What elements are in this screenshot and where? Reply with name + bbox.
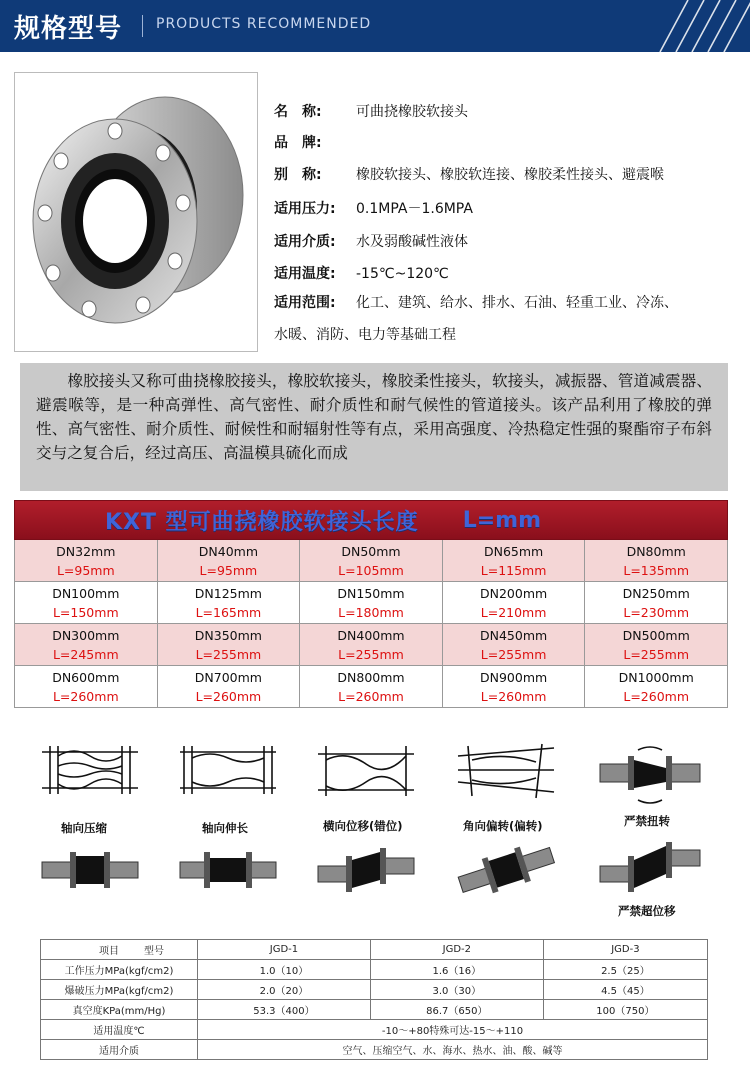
length-table <box>14 500 728 708</box>
description-text: 橡胶接头又称可曲挠橡胶接头，橡胶软接头，橡胶柔性接头，软接头，减振器、管道减震器、避震喉等，是一种高弹性、高气密性、耐介质性和耐气候性的管道接头。该产品利用了橡胶的弹性、高气密性、耐介质性、耐候性和耐辐射性等有点，采用高强度、冷热稳定性强的聚酯帘子布斜交与之复合后，经过高压、高温模具硫化而成 <box>36 372 712 462</box>
length-table-title: KXT 型可曲挠橡胶软接头长度 <box>105 509 419 535</box>
section-subtitle: PRODUCTS RECOMMENDED <box>156 16 372 32</box>
angular-deflection-shaded-icon <box>456 838 556 900</box>
length-cell: DN32mm L=95mm <box>15 540 158 582</box>
parameter-table <box>40 939 708 1060</box>
spec-application-cont: 水暖、消防、电力等基础工程 <box>274 327 456 343</box>
header-divider <box>142 15 143 37</box>
length-cell: DN125mm L=165mm <box>158 582 301 624</box>
no-over-displacement-shaded-icon <box>598 840 702 896</box>
length-cell: DN300mm L=245mm <box>15 624 158 666</box>
length-cell: DN600mm L=260mm <box>15 666 158 708</box>
length-cell: DN1000mm L=260mm <box>585 666 728 708</box>
spec-application: 适用范围: 化工、建筑、给水、排水、石油、轻重工业、冷冻、 <box>274 295 678 311</box>
length-cell: DN450mm L=255mm <box>443 624 586 666</box>
length-cell: DN400mm L=255mm <box>300 624 443 666</box>
spec-pressure: 适用压力: 0.1MPA－1.6MPA <box>274 201 473 217</box>
lateral-offset-diagram <box>316 742 416 802</box>
spec-brand: 品 牌: <box>274 135 322 151</box>
length-cell: DN50mm L=105mm <box>300 540 443 582</box>
length-cell: DN150mm L=180mm <box>300 582 443 624</box>
spec-temperature: 适用温度: -15℃~120℃ <box>274 266 449 282</box>
length-table-header <box>14 500 728 540</box>
spec-medium: 适用介质: 水及弱酸碱性液体 <box>274 234 468 250</box>
section-title: 规格型号 <box>14 14 123 44</box>
length-cell: DN800mm L=260mm <box>300 666 443 708</box>
product-image <box>14 72 258 352</box>
length-cell: DN40mm L=95mm <box>158 540 301 582</box>
length-cell: DN100mm L=150mm <box>15 582 158 624</box>
length-cell: DN500mm L=255mm <box>585 624 728 666</box>
axial-compression-shaded-icon <box>40 844 140 896</box>
label-no-over-displacement: 严禁超位移 <box>618 904 676 918</box>
label-axial-compression: 轴向压缩 <box>61 821 107 835</box>
length-cell: DN80mm L=135mm <box>585 540 728 582</box>
axial-extension-diagram <box>178 742 278 802</box>
spec-alias: 别 称: 橡胶软接头、橡胶软连接、橡胶柔性接头、避震喉 <box>274 167 664 183</box>
length-grid <box>14 540 728 708</box>
label-no-torsion: 严禁扭转 <box>624 814 670 828</box>
description-box <box>20 363 728 491</box>
table-row: 爆破压力MPa(kgf/cm2) 2.0（20） 3.0（30） 4.5（45） <box>41 980 708 1000</box>
axial-compression-diagram <box>40 742 140 802</box>
label-axial-extension: 轴向伸长 <box>202 821 248 835</box>
length-cell: DN900mm L=260mm <box>443 666 586 708</box>
length-table-unit: L=mm <box>462 507 541 533</box>
angular-deflection-diagram <box>456 742 556 802</box>
axial-extension-shaded-icon <box>178 844 278 896</box>
table-row: 工作压力MPa(kgf/cm2) 1.0（10） 1.6（16） 2.5（25） <box>41 960 708 980</box>
header-stripes-decoration <box>630 0 750 52</box>
table-row: 项目 型号 JGD-1 JGD-2 JGD-3 <box>41 940 708 960</box>
table-row: 适用温度℃ -10～+80特殊可达-15～+110 <box>41 1020 708 1040</box>
rubber-joint-illustration <box>15 73 257 351</box>
length-cell: DN700mm L=260mm <box>158 666 301 708</box>
no-torsion-diagram <box>598 742 702 808</box>
spec-name: 名 称: 可曲挠橡胶软接头 <box>274 104 468 120</box>
section-header <box>0 0 750 52</box>
length-cell: DN200mm L=210mm <box>443 582 586 624</box>
table-row: 真空度KPa(mm/Hg) 53.3（400） 86.7（650） 100（750） <box>41 1000 708 1020</box>
lateral-offset-shaded-icon <box>316 844 416 896</box>
label-angular-deflection: 角向偏转(偏转) <box>463 819 543 833</box>
label-lateral-offset: 横向位移(错位) <box>323 819 403 833</box>
table-row: 适用介质 空气、压缩空气、水、海水、热水、油、酸、碱等 <box>41 1040 708 1060</box>
length-cell: DN350mm L=255mm <box>158 624 301 666</box>
length-cell: DN65mm L=115mm <box>443 540 586 582</box>
length-cell: DN250mm L=230mm <box>585 582 728 624</box>
